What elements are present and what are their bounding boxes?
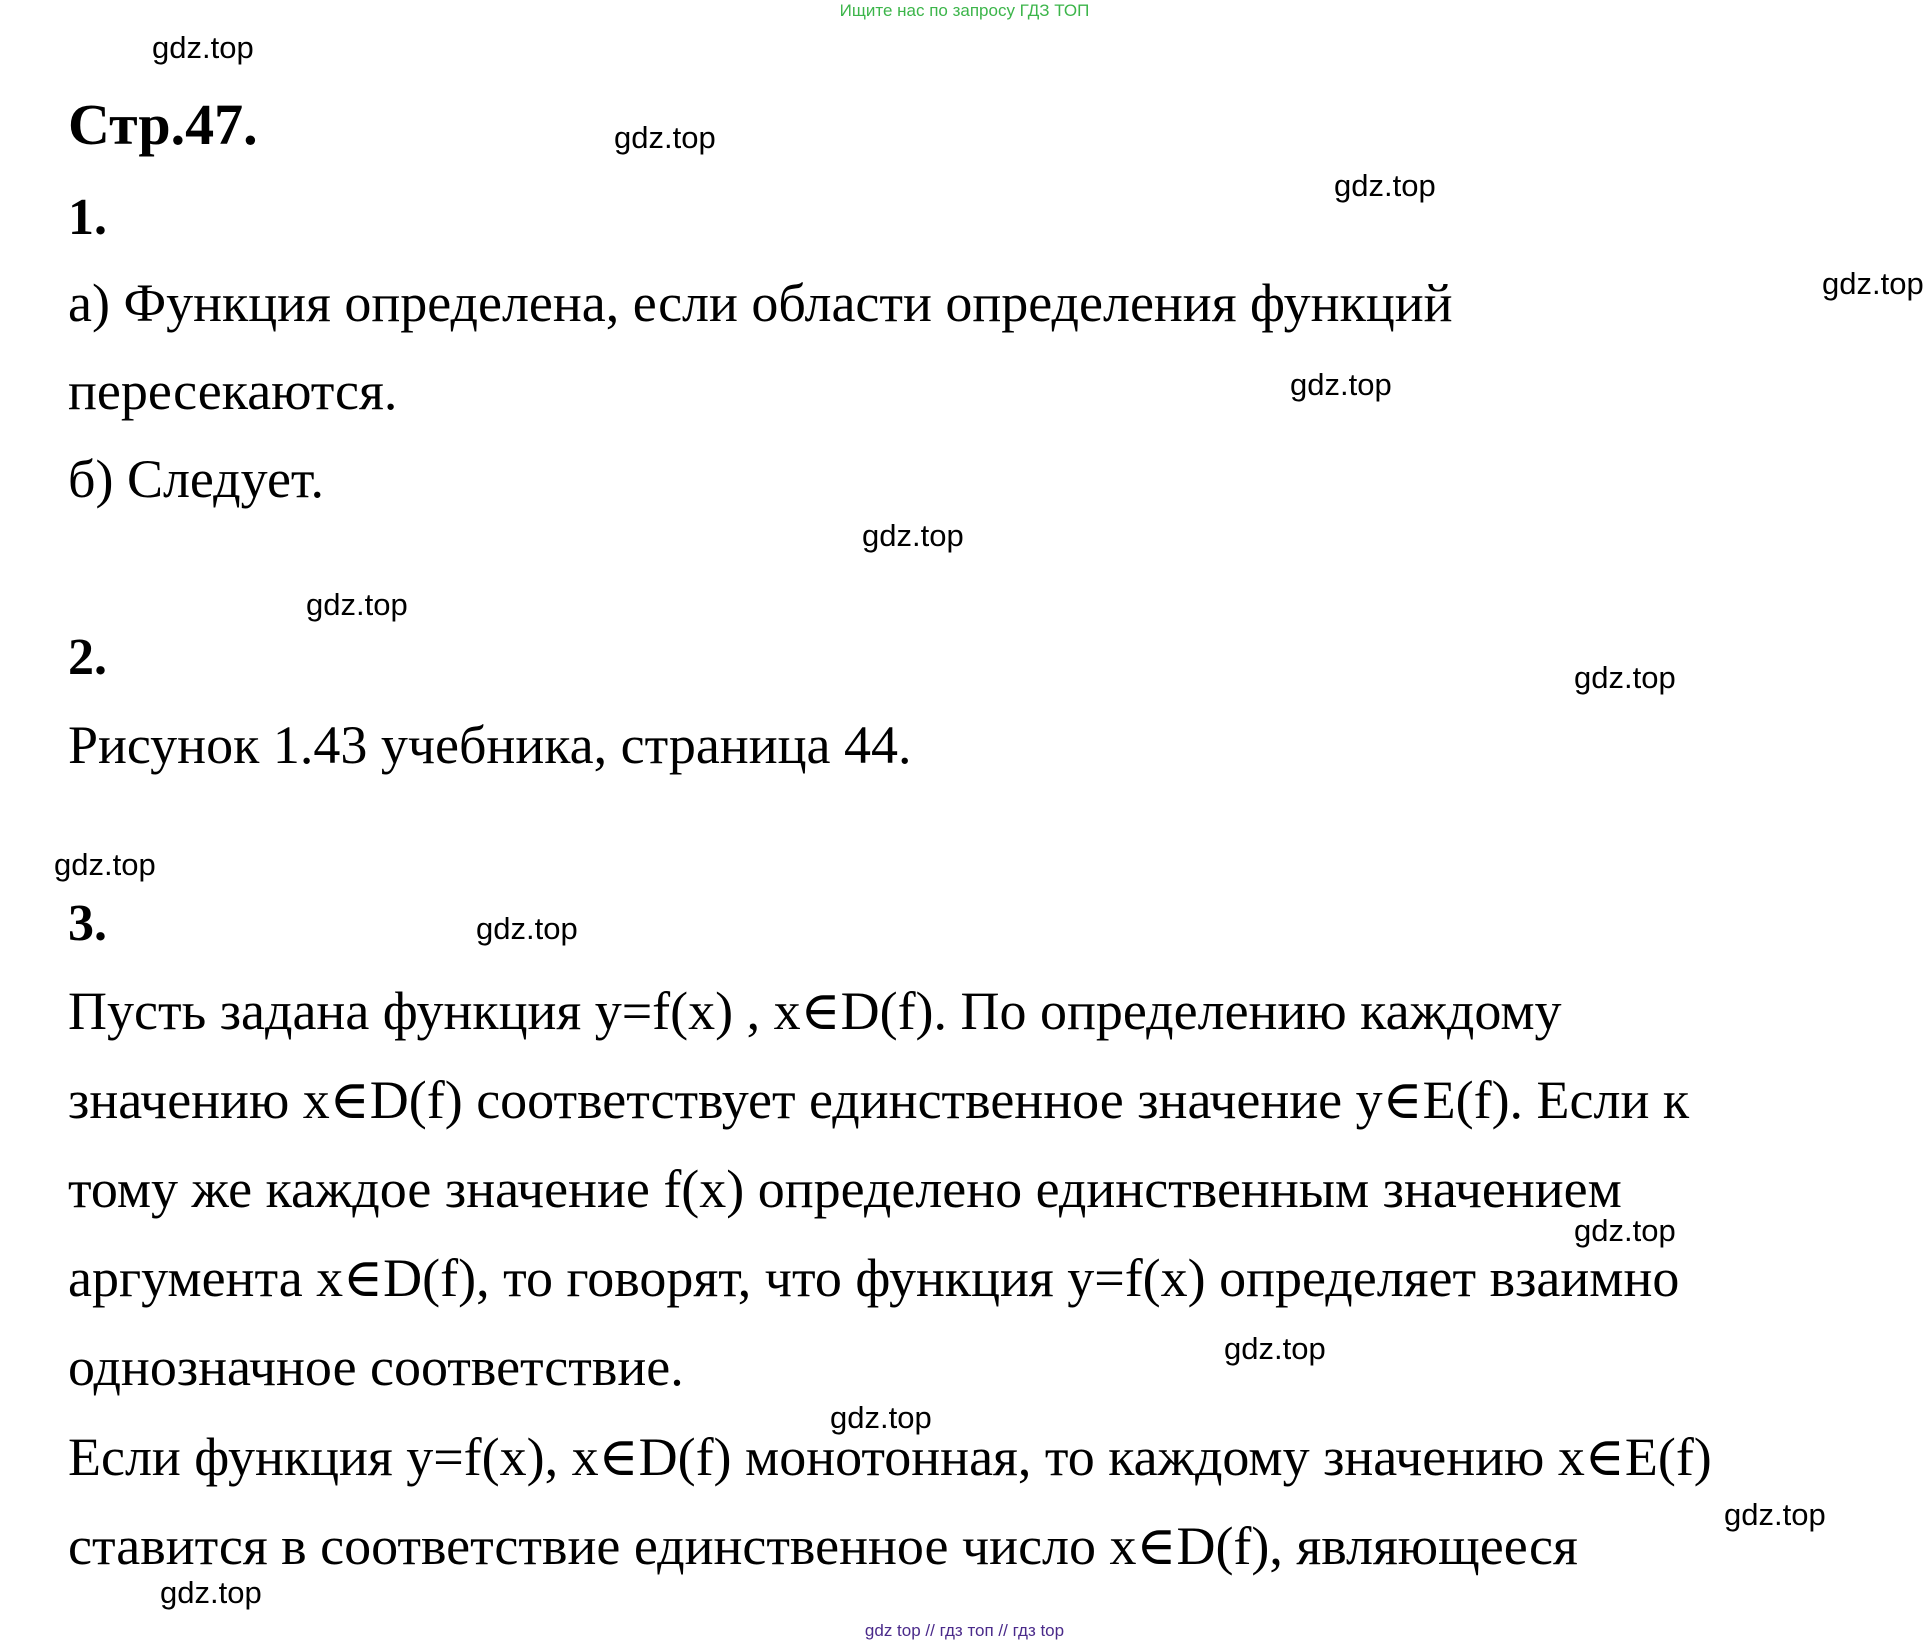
watermark: gdz.top [152,30,254,65]
top-banner: Ищите нас по запросу ГДЗ ТОП [839,1,1090,20]
task-3-number: 3. [68,895,107,952]
watermark: gdz.top [306,587,408,622]
task-3-line: однозначное соответствие. [68,1337,684,1397]
watermark: gdz.top [1290,367,1392,402]
watermark: gdz.top [1574,660,1676,695]
task-1-line: б) Следует. [68,449,324,509]
task-3-line: ставится в соответствие единственное число x∈D(f), являющееся [68,1516,1578,1576]
watermark: gdz.top [614,120,716,155]
watermark: gdz.top [1224,1331,1326,1366]
task-3-line: аргумента x∈D(f), то говорят, что функция y=f(x) определяет взаимно [68,1248,1680,1308]
task-2-number: 2. [68,629,107,686]
watermark: gdz.top [54,847,156,882]
task-3-line: значению x∈D(f) соответствует единственное значение y∈E(f). Если к [68,1070,1690,1130]
task-3-line: тому же каждое значение f(x) определено единственным значением [68,1159,1622,1219]
task-1-line: а) Функция определена, если области определения функций [68,273,1453,333]
task-1-line: пересекаются. [68,361,398,421]
watermark: gdz.top [476,911,578,946]
task-3-line: Если функция y=f(x), x∈D(f) монотонная, то каждому значению x∈E(f) [68,1427,1712,1487]
page-title: Стр.47. [68,92,258,157]
watermark: gdz.top [1334,168,1436,203]
watermark: gdz.top [1822,266,1924,301]
watermark: gdz.top [160,1575,262,1610]
task-3-line: Пусть задана функция y=f(x) , x∈D(f). По определению каждому [68,981,1562,1041]
watermark: gdz.top [1574,1213,1676,1248]
watermark: gdz.top [862,518,964,553]
footer-text: gdz top // гдз топ // гдз top [864,1621,1065,1640]
task-2-line: Рисунок 1.43 учебника, страница 44. [68,715,912,775]
task-1-number: 1. [68,189,107,246]
watermark: gdz.top [830,1400,932,1435]
watermark: gdz.top [1724,1497,1826,1532]
